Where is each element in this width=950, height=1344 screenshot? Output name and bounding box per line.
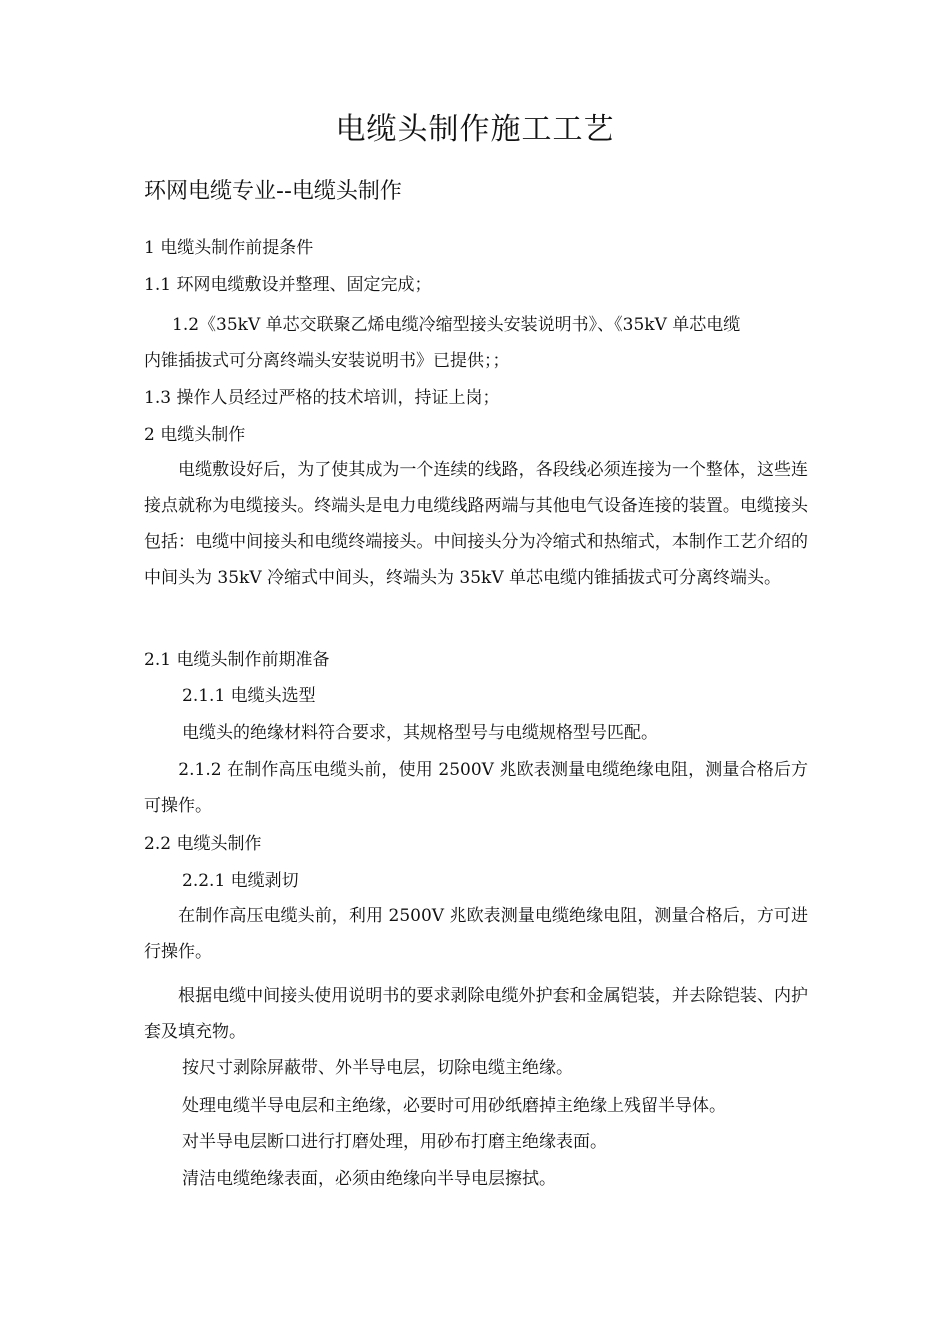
section-2-1-heading: 2.1 电缆头制作前期准备	[144, 650, 330, 670]
step-3: 对半导电层断口进行打磨处理，用砂布打磨主绝缘表面。	[182, 1132, 607, 1152]
section-2-2-heading: 2.2 电缆头制作	[144, 834, 262, 854]
section-1-heading: 1 电缆头制作前提条件	[144, 238, 314, 258]
item-1-2-line-1: 1.2《35kV 单芯交联聚乙烯电缆冷缩型接头安装说明书》、《35kV 单芯电缆	[172, 315, 741, 335]
item-1-3: 1.3 操作人员经过严格的技术培训，持证上岗；	[144, 388, 500, 408]
section-2-2-1-heading: 2.2.1 电缆剥切	[182, 871, 299, 891]
document-subtitle: 环网电缆专业--电缆头制作	[144, 179, 402, 204]
section-2-heading: 2 电缆头制作	[144, 425, 246, 445]
step-2: 处理电缆半导电层和主绝缘，必要时可用砂纸磨掉主绝缘上残留半导体。	[182, 1096, 726, 1116]
intro-paragraph: 电缆敷设好后，为了使其成为一个连续的线路，各段线必须连接为一个整体，这些连接点就称为电缆接头。终端头是电力电缆线路两端与其他电气设备连接的装置。电缆接头包括：电缆中间接头和电缆终端接头。中间接头分为冷缩式和热缩式，本制作工艺介绍的中间头为 35kV 冷缩式中间头，终端头为 35kV 单芯电缆内锥插拔式可分离终端头。	[144, 460, 808, 588]
section-2-1-1-text: 电缆头的绝缘材料符合要求，其规格型号与电缆规格型号匹配。	[182, 723, 658, 743]
item-1-1: 1.1 环网电缆敷设并整理、固定完成；	[144, 275, 432, 295]
section-2-1-1-heading: 2.1.1 电缆头选型	[182, 686, 316, 706]
cut-paragraph-2: 根据电缆中间接头使用说明书的要求剥除电缆外护套和金属铠装，并去除铠装、内护套及填充物。	[144, 986, 808, 1042]
section-2-1-2-paragraph: 2.1.2 在制作高压电缆头前，使用 2500V 兆欧表测量电缆绝缘电阻，测量合格后方可操作。	[144, 760, 808, 816]
item-1-2-line-2: 内锥插拔式可分离终端头安装说明书》已提供；；	[144, 351, 510, 371]
document-title: 电缆头制作施工工艺	[335, 112, 615, 147]
step-1: 按尺寸剥除屏蔽带、外半导电层，切除电缆主绝缘。	[182, 1058, 573, 1078]
cut-paragraph-1: 在制作高压电缆头前，利用 2500V 兆欧表测量电缆绝缘电阻，测量合格后，方可进行操作。	[144, 906, 808, 962]
step-4: 清洁电缆绝缘表面，必须由绝缘向半导电层擦拭。	[182, 1169, 556, 1189]
